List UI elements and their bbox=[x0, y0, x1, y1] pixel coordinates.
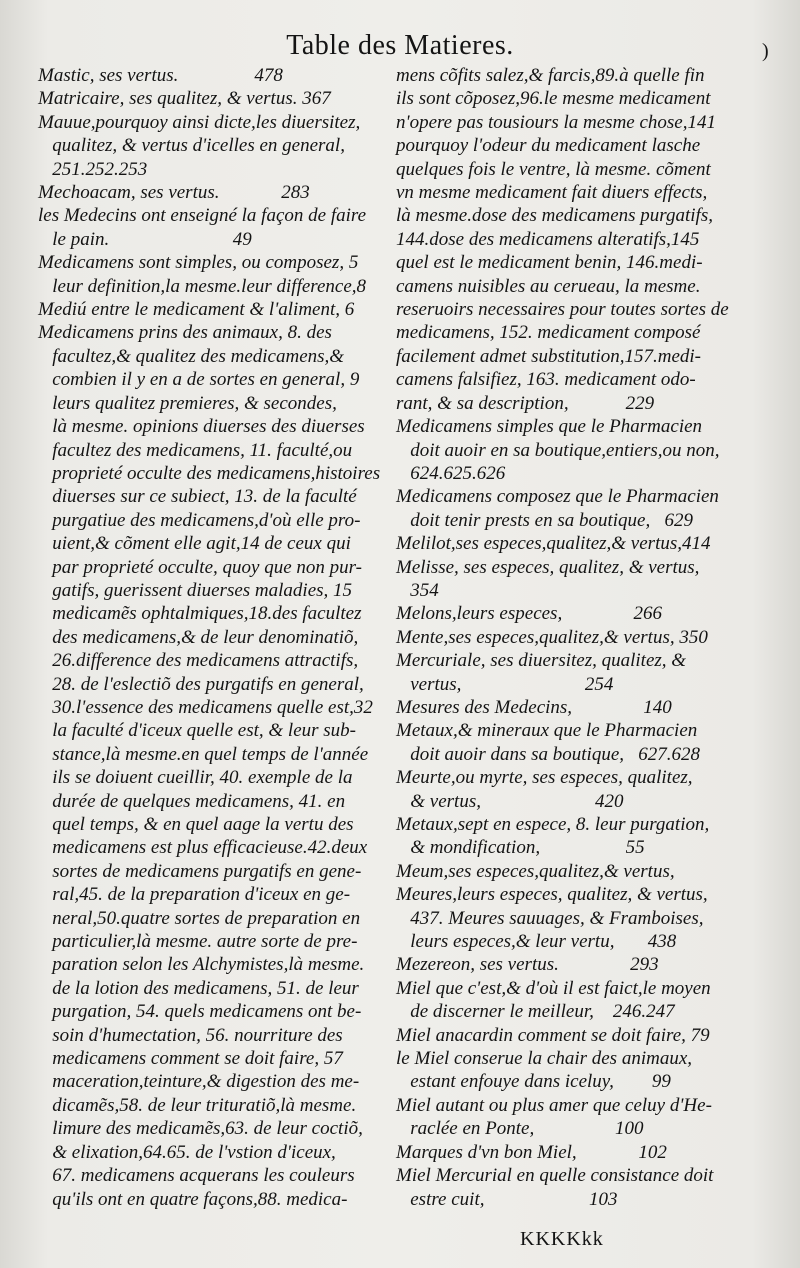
index-line: medicamens est plus efficacieuse.42.deux bbox=[38, 837, 368, 859]
index-line: facultez des medicamens, 11. faculté,ou bbox=[38, 439, 353, 461]
index-line: Mesures des Medecins, 140 bbox=[396, 696, 672, 718]
index-line: quel temps, & en quel aage la vertu des bbox=[38, 814, 354, 835]
index-line: sortes de medicamens purgatifs en gene- bbox=[38, 860, 362, 882]
left-column bbox=[38, 64, 382, 1211]
index-line: paration selon les Alchymistes,là mesme. bbox=[38, 954, 365, 976]
index-line: estant enfouye dans iceluy, 99 bbox=[396, 1071, 671, 1093]
index-line: soin d'humectation, 56. nourriture des bbox=[38, 1024, 343, 1046]
corner-mark: ) bbox=[762, 40, 769, 62]
index-line: de la lotion des medicamens, 51. de leur bbox=[38, 977, 359, 999]
index-line: Mezereon, ses vertus. 293 bbox=[396, 954, 659, 976]
index-line: Mediú entre le medicament & l'aliment, 6 bbox=[38, 299, 355, 321]
index-line: 144.dose des medicamens alteratifs,145 bbox=[396, 228, 700, 250]
index-line: Metaux,& mineraux que le Pharmacien bbox=[396, 720, 698, 742]
index-line: diuerses sur ce subiect, 13. de la faculté bbox=[38, 486, 357, 508]
index-line: 26.difference des medicamens attractifs, bbox=[38, 650, 359, 672]
right-column bbox=[396, 64, 732, 1211]
index-line: stance,là mesme.en quel temps de l'année bbox=[38, 743, 369, 765]
index-line: quelques fois le ventre, là mesme. cõment bbox=[396, 158, 711, 180]
index-line: Meurte,ou myrte, ses especes, qualitez, bbox=[396, 767, 693, 789]
index-line: 251.252.253 bbox=[38, 158, 148, 180]
index-line: ral,45. de la preparation d'iceux en ge- bbox=[38, 884, 351, 906]
index-line: & vertus, 420 bbox=[396, 790, 624, 812]
index-line: Mauue,pourquoy ainsi dicte,les diuersitez, bbox=[38, 111, 361, 133]
index-line: des medicamens,& de leur denominatiõ, bbox=[38, 626, 359, 648]
index-line: particulier,là mesme. autre sorte de pre- bbox=[38, 931, 358, 953]
index-line: la faculté d'iceux quelle est, & leur sub- bbox=[38, 720, 357, 742]
index-line: de discerner le meilleur, 246.247 bbox=[396, 1001, 675, 1023]
index-line: quel est le medicament benin, 146.medi- bbox=[396, 252, 703, 274]
index-line: le pain. 49 bbox=[38, 228, 252, 250]
index-line: proprieté occulte des medicamens,histoires bbox=[38, 462, 381, 484]
index-line: par proprieté occulte, quoy que non pur- bbox=[38, 556, 362, 578]
index-line: reseruoirs necessaires pour toutes sortes de bbox=[396, 299, 729, 321]
index-line: 67. medicamens acquerans les couleurs bbox=[38, 1165, 355, 1187]
index-line: Melons,leurs especes, 266 bbox=[396, 603, 662, 625]
index-line: Mechoacam, ses vertus. 283 bbox=[38, 182, 310, 204]
index-line: 30.l'essence des medicamens quelle est,32 bbox=[38, 696, 373, 718]
index-line: rant, & sa description, 229 bbox=[396, 392, 655, 414]
index-line: le Miel conserue la chair des animaux, bbox=[396, 1048, 693, 1070]
index-line: Meum,ses especes,qualitez,& vertus, bbox=[396, 860, 675, 882]
index-line: & mondification, 55 bbox=[396, 837, 645, 859]
index-line: doit auoir dans sa boutique, 627.628 bbox=[396, 743, 701, 765]
index-line: uient,& cõment elle agit,14 de ceux qui bbox=[38, 533, 351, 555]
index-line: 624.625.626 bbox=[396, 462, 506, 484]
index-line: Mente,ses especes,qualitez,& vertus, 350 bbox=[396, 626, 708, 648]
index-line: Mastic, ses vertus. 478 bbox=[38, 65, 283, 86]
index-line: Melilot,ses especes,qualitez,& vertus,414 bbox=[396, 533, 711, 555]
index-line: raclée en Ponte, 100 bbox=[396, 1118, 644, 1140]
index-line: leurs especes,& leur vertu, 438 bbox=[396, 931, 677, 953]
index-line: doit auoir en sa boutique,entiers,ou non, bbox=[396, 439, 720, 461]
index-line: Melisse, ses especes, qualitez, & vertus, bbox=[396, 556, 700, 578]
index-line: neral,50.quatre sortes de preparation en bbox=[38, 907, 361, 929]
index-line: Medicamens prins des animaux, 8. des bbox=[38, 322, 332, 344]
index-line: qualitez, & vertus d'icelles en general, bbox=[38, 135, 345, 157]
index-line: limure des medicamẽs,63. de leur coctiõ, bbox=[38, 1118, 363, 1140]
index-line: leurs qualitez premieres, & secondes, bbox=[38, 392, 337, 414]
index-line: là mesme.dose des medicamens purgatifs, bbox=[396, 205, 713, 227]
index-line: Meures,leurs especes, qualitez, & vertus, bbox=[396, 884, 708, 906]
index-line: Miel Mercurial en quelle consistance doit bbox=[396, 1165, 714, 1187]
index-line: les Medecins ont enseigné la façon de faire bbox=[38, 205, 367, 227]
index-line: facultez,& qualitez des medicamens,& bbox=[38, 345, 345, 367]
index-line: purgation, 54. quels medicamens ont be- bbox=[38, 1001, 362, 1023]
index-line: 437. Meures sauuages, & Framboises, bbox=[396, 907, 704, 929]
index-line: medicamens, 152. medicament composé bbox=[396, 322, 701, 344]
index-line: vertus, 254 bbox=[396, 673, 614, 695]
index-line: Medicamens simples que le Pharmacien bbox=[396, 416, 703, 438]
index-line: 354 bbox=[396, 579, 439, 601]
index-line: là mesme. opinions diuerses des diuerses bbox=[38, 416, 365, 438]
index-line: Medicamens sont simples, ou composez, 5 bbox=[38, 252, 359, 274]
index-line: doit tenir prests en sa boutique, 629 bbox=[396, 509, 693, 531]
index-line: Marques d'vn bon Miel, 102 bbox=[396, 1141, 667, 1163]
index-line: ils sont cõposez,96.le mesme medicament bbox=[396, 88, 711, 110]
index-line: purgatiue des medicamens,d'où elle pro- bbox=[38, 509, 361, 531]
index-line: dicamẽs,58. de leur trituratiõ,là mesme. bbox=[38, 1094, 357, 1116]
index-line: Matricaire, ses qualitez, & vertus. 367 bbox=[38, 88, 331, 110]
index-line: maceration,teinture,& digestion des me- bbox=[38, 1071, 360, 1093]
index-line: 28. de l'eslectiõ des purgatifs en general, bbox=[38, 673, 364, 695]
index-line: facilement admet substitution,157.medi- bbox=[396, 345, 702, 367]
index-line: camens falsifiez, 163. medicament odo- bbox=[396, 369, 696, 391]
index-line: Mercuriale, ses diuersitez, qualitez, & bbox=[396, 650, 687, 672]
index-line: qu'ils ont en quatre façons,88. medica- bbox=[38, 1188, 348, 1210]
index-line: leur definition,la mesme.leur difference,8 bbox=[38, 275, 367, 297]
index-line: Miel anacardin comment se doit faire, 79 bbox=[396, 1024, 710, 1046]
index-line: pourquoy l'odeur du medicament lasche bbox=[396, 135, 701, 157]
index-line: estre cuit, 103 bbox=[396, 1188, 618, 1210]
index-line: combien il y en a de sortes en general, 9 bbox=[38, 369, 360, 391]
index-line: ils se doiuent cueillir, 40. exemple de la bbox=[38, 767, 353, 789]
index-line: medicamẽs ophtalmiques,18.des facultez bbox=[38, 603, 362, 625]
index-line: camens nuisibles au cerueau, la mesme. bbox=[396, 275, 701, 297]
index-line: Metaux,sept en espece, 8. leur purgation, bbox=[396, 814, 710, 835]
index-line: n'opere pas tousiours la mesme chose,141 bbox=[396, 111, 716, 133]
index-line: medicamens comment se doit faire, 57 bbox=[38, 1048, 343, 1070]
catchword: KKKKkk bbox=[520, 1228, 604, 1250]
index-line: Miel que c'est,& d'où il est faict,le moyen bbox=[396, 977, 711, 999]
index-line: & elixation,64.65. de l'vstion d'iceux, bbox=[38, 1141, 336, 1163]
index-line: Medicamens composez que le Pharmacien bbox=[396, 486, 719, 508]
index-line: vn mesme medicament fait diuers effects, bbox=[396, 182, 708, 204]
index-line: mens cõfits salez,& farcis,89.à quelle fin bbox=[396, 65, 705, 86]
index-line: durée de quelques medicamens, 41. en bbox=[38, 790, 346, 812]
index-line: gatifs, guerissent diuerses maladies, 15 bbox=[38, 579, 353, 601]
index-line: Miel autant ou plus amer que celuy d'He- bbox=[396, 1094, 712, 1116]
page-title: Table des Matieres. bbox=[286, 30, 514, 61]
